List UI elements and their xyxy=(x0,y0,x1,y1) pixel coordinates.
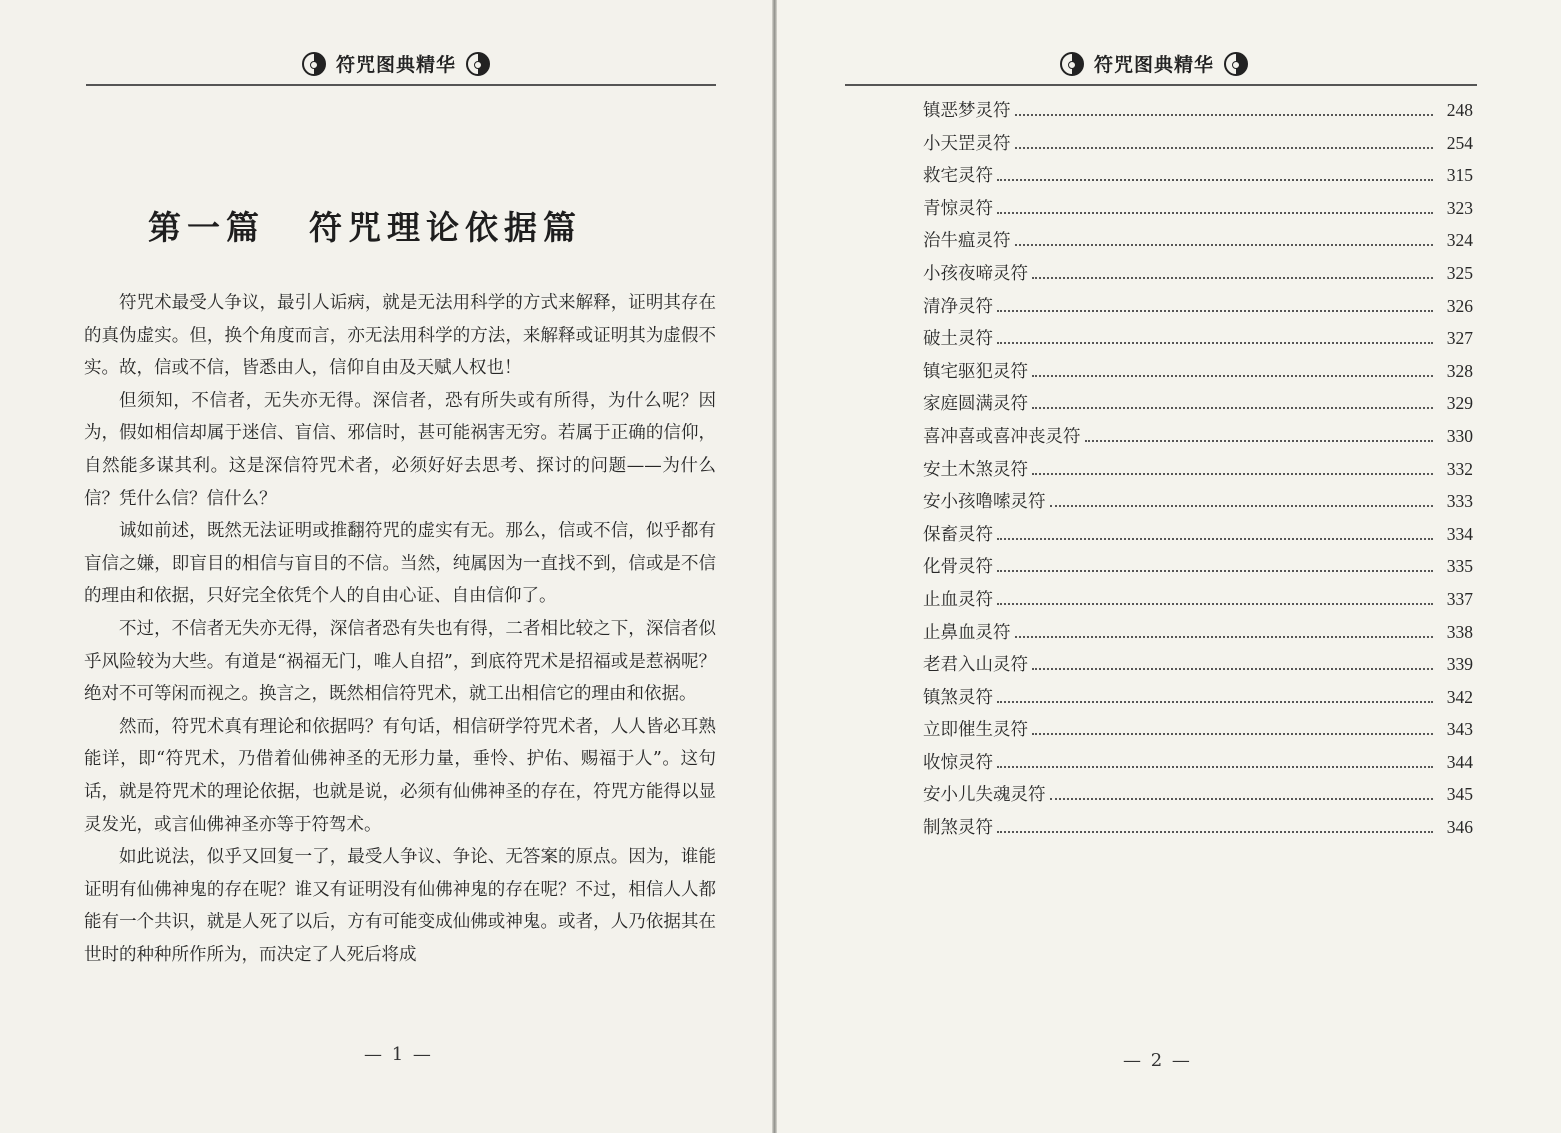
toc-entry xyxy=(923,325,1473,358)
toc-page: 323 xyxy=(1446,197,1473,218)
dot-leader xyxy=(997,211,1433,214)
toc-entry xyxy=(923,423,1473,456)
header-rule xyxy=(86,84,716,86)
toc-entry xyxy=(923,781,1473,814)
toc-entry xyxy=(923,456,1473,489)
toc-entry xyxy=(923,716,1473,749)
dot-leader xyxy=(997,309,1433,312)
toc-page: 327 xyxy=(1446,328,1473,349)
yin-yang-icon xyxy=(466,52,490,76)
dot-leader xyxy=(997,537,1433,540)
toc-entry xyxy=(923,749,1473,782)
toc-title: 止血灵符 xyxy=(923,589,993,610)
toc-page: 248 xyxy=(1446,100,1473,120)
toc-title: 治牛瘟灵符 xyxy=(923,231,1011,252)
yin-yang-icon xyxy=(1060,52,1084,76)
toc-title: 安小孩噜嗦灵符 xyxy=(923,492,1046,513)
toc-title: 破土灵符 xyxy=(923,329,993,350)
toc-title: 安土木煞灵符 xyxy=(923,459,1028,480)
dot-leader xyxy=(997,700,1433,703)
toc-title: 镇煞灵符 xyxy=(923,687,993,708)
toc-page: 334 xyxy=(1446,523,1473,544)
header-title: 符咒图典精华 xyxy=(336,54,457,76)
toc-title: 制煞灵符 xyxy=(923,818,993,839)
toc-title: 收惊灵符 xyxy=(923,752,993,773)
toc-entry xyxy=(923,260,1473,293)
toc-page: 344 xyxy=(1446,751,1473,772)
body-text xyxy=(84,287,716,971)
toc-title: 安小儿失魂灵符 xyxy=(923,785,1046,806)
toc-page: 332 xyxy=(1446,458,1473,479)
toc-title: 家庭圆满灵符 xyxy=(923,394,1028,415)
chapter-number: 第一篇 xyxy=(148,208,265,247)
toc-entry xyxy=(923,521,1473,554)
toc-entry xyxy=(923,162,1473,195)
dot-leader xyxy=(997,830,1433,833)
toc-page: 325 xyxy=(1446,262,1473,283)
page-number: — 1 — xyxy=(364,1044,433,1065)
running-header xyxy=(302,50,490,77)
toc-page: 343 xyxy=(1446,719,1473,740)
paragraph: 然而，符咒术真有理论和依据吗？有句话，相信研学符咒术者，人人皆必耳熟能详，即“符咒术，乃借着仙佛神圣的无形力量，垂怜、护佑、赐福于人”。这句话，就是符咒术的理论依据，也就是说，必须有仙佛神圣的存在，符咒方能得以显灵发光，或言仙佛神圣亦等于符驾术。 xyxy=(84,716,716,835)
toc-entry xyxy=(923,293,1473,326)
dot-leader xyxy=(997,178,1433,181)
toc-title: 老君入山灵符 xyxy=(923,655,1028,676)
toc-page: 328 xyxy=(1446,360,1473,381)
toc-entry xyxy=(923,130,1473,163)
toc-title: 镇宅驱犯灵符 xyxy=(923,361,1028,382)
toc-page: 338 xyxy=(1446,621,1473,642)
toc-entry xyxy=(923,488,1473,521)
toc-title: 镇恶梦灵符 xyxy=(923,101,1011,121)
toc-page: 254 xyxy=(1446,132,1473,153)
yin-yang-icon xyxy=(302,52,326,76)
dot-leader xyxy=(1032,374,1433,377)
toc-page: 326 xyxy=(1446,295,1473,316)
toc-page: 342 xyxy=(1446,686,1473,707)
toc-title: 救宅灵符 xyxy=(923,166,993,187)
dot-leader xyxy=(1085,439,1434,442)
toc-entry xyxy=(923,358,1473,391)
yin-yang-icon xyxy=(1224,52,1248,76)
dot-leader xyxy=(1015,635,1434,638)
right-page xyxy=(777,0,1561,1133)
chapter-title xyxy=(148,202,582,249)
dot-leader xyxy=(1032,732,1433,735)
toc-title: 小天罡灵符 xyxy=(923,133,1011,154)
toc-entry xyxy=(923,227,1473,260)
toc-page: 335 xyxy=(1446,556,1473,577)
toc-title: 化骨灵符 xyxy=(923,557,993,578)
dot-leader xyxy=(1032,406,1433,409)
toc-title: 止鼻血灵符 xyxy=(923,622,1011,643)
toc-page: 337 xyxy=(1446,588,1473,609)
chapter-name: 符咒理论依据篇 xyxy=(309,208,582,247)
toc-entry xyxy=(923,619,1473,652)
toc-page: 330 xyxy=(1446,425,1473,446)
dot-leader xyxy=(997,602,1433,605)
toc-title: 青惊灵符 xyxy=(923,198,993,219)
dot-leader xyxy=(1050,504,1434,507)
dot-leader xyxy=(1032,276,1433,279)
dot-leader xyxy=(1015,113,1434,116)
toc-page: 333 xyxy=(1446,491,1473,512)
page-number: — 2 — xyxy=(1123,1050,1192,1071)
header-title: 符咒图典精华 xyxy=(1094,54,1215,76)
dot-leader xyxy=(1032,472,1433,475)
toc-entry xyxy=(923,97,1473,130)
paragraph: 但须知，不信者，无失亦无得。深信者，恐有所失或有所得，为什么呢？因为，假如相信却属于迷信、盲信、邪信时，甚可能祸害无穷。若属于正确的信仰，自然能多谋其利。这是深信符咒术者，必须好好去思考、探讨的问题——为什么信？凭什么信？信什么？ xyxy=(84,390,716,509)
paragraph: 不过，不信者无失亦无得，深信者恐有失也有得，二者相比较之下，深信者似乎风险较为大些。有道是“祸福无门，唯人自招”，到底符咒术是招福或是惹祸呢？绝对不可等闲而视之。换言之，既然相信符咒术，就工出相信它的理由和依据。 xyxy=(84,618,716,705)
paragraph: 诚如前述，既然无法证明或推翻符咒的虚实有无。那么，信或不信，似乎都有盲信之嫌，即盲目的相信与盲目的不信。当然，纯属因为一直找不到，信或是不信的理由和依据，只好完全依凭个人的自由心证、自由信仰了。 xyxy=(84,521,716,607)
toc-page: 339 xyxy=(1446,654,1473,675)
toc-entry xyxy=(923,553,1473,586)
left-page xyxy=(0,0,772,1133)
dot-leader xyxy=(1032,667,1433,670)
dot-leader xyxy=(997,765,1433,768)
toc-entry xyxy=(923,651,1473,684)
toc-title: 小孩夜啼灵符 xyxy=(923,263,1028,284)
toc-entry xyxy=(923,390,1473,423)
table-of-contents xyxy=(923,97,1473,847)
dot-leader xyxy=(1015,243,1434,246)
toc-page: 345 xyxy=(1446,784,1473,805)
dot-leader xyxy=(997,569,1433,572)
toc-page: 315 xyxy=(1446,165,1473,186)
toc-page: 346 xyxy=(1446,817,1473,838)
toc-page: 329 xyxy=(1446,393,1473,414)
paragraph: 如此说法，似乎又回复一了，最受人争议、争论、无答案的原点。因为，谁能证明有仙佛神鬼的存在呢？谁又有证明没有仙佛神鬼的存在呢？不过，相信人人都能有一个共识，就是人死了以后，方有可能变成仙佛或神鬼。或者，人乃依据其在世时的种种所作所为，而决定了人死后将成 xyxy=(84,847,716,965)
toc-title: 保畜灵符 xyxy=(923,524,993,545)
dot-leader xyxy=(997,341,1433,344)
running-header xyxy=(1060,50,1248,77)
dot-leader xyxy=(1050,797,1434,800)
header-rule xyxy=(845,84,1477,86)
toc-title: 喜冲喜或喜冲丧灵符 xyxy=(923,426,1081,447)
toc-entry xyxy=(923,814,1473,847)
toc-entry xyxy=(923,195,1473,228)
toc-entry xyxy=(923,586,1473,619)
dot-leader xyxy=(1015,146,1434,149)
toc-page: 324 xyxy=(1446,230,1473,251)
toc-title: 清净灵符 xyxy=(923,296,993,317)
toc-entry xyxy=(923,684,1473,717)
paragraph: 符咒术最受人争议，最引人诟病，就是无法用科学的方式来解释，证明其存在的真伪虚实。但，换个角度而言，亦无法用科学的方法，来解释或证明其为虚假不实。故，信或不信，皆悉由人，信仰自由及天赋人权也！ xyxy=(84,293,716,379)
toc-title: 立即催生灵符 xyxy=(923,720,1028,741)
